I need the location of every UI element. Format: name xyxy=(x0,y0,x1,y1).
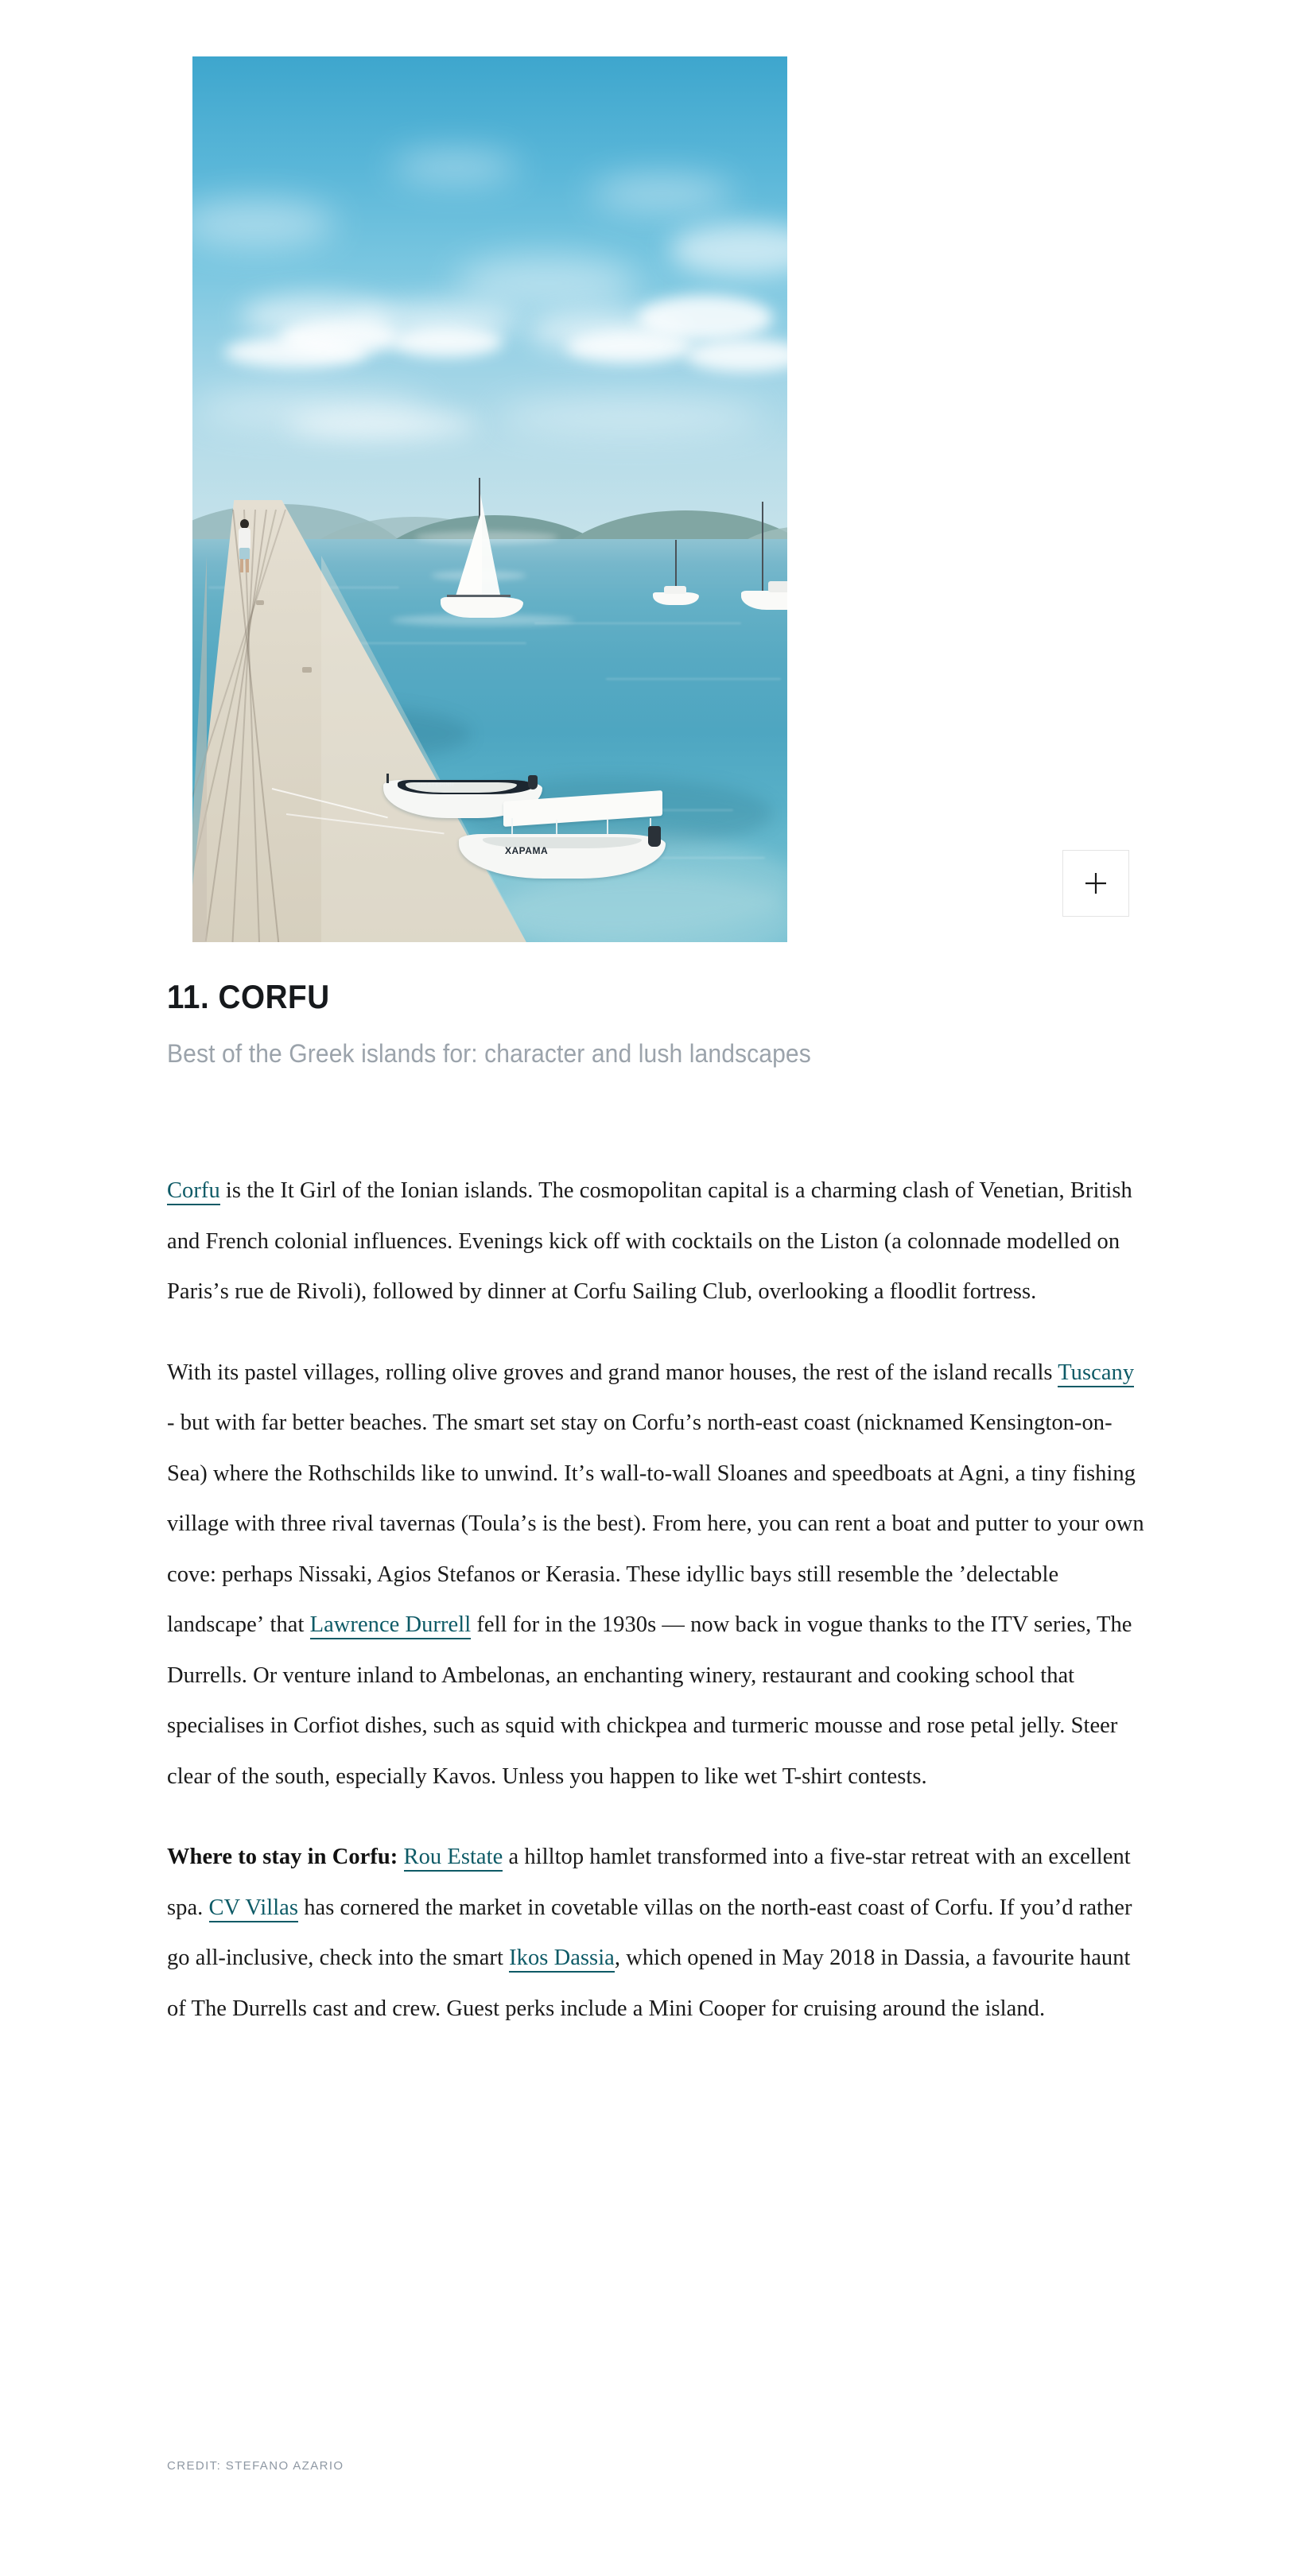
cleat xyxy=(302,667,312,673)
person-on-jetty xyxy=(235,519,253,573)
cloud xyxy=(288,410,479,439)
link-cv-villas[interactable]: CV Villas xyxy=(209,1895,299,1922)
paragraph-2-end: fell for in the 1930s — now back in vogue thanks to the ITV series, The Durrells. Or venture inland to Ambelonas, an enchanting winery, restaurant and cooking school that specialises in Corfiot dishes, such as squid with chickpea and turmeric mousse and rose petal jelly. Steer clear of the south, especially Kavos. Unless you happen to like wet T-shirt contests. xyxy=(167,1612,1132,1789)
link-tuscany[interactable]: Tuscany xyxy=(1058,1360,1134,1387)
person-leg xyxy=(246,559,249,572)
outboard-motor xyxy=(528,775,538,789)
outboard-motor xyxy=(648,826,661,847)
water-ripple xyxy=(534,623,741,624)
sailboat-hull xyxy=(741,591,787,610)
paragraph-2-intro: With its pastel villages, rolling olive groves and grand manor houses, the rest of the island recalls xyxy=(167,1360,1058,1385)
cabin xyxy=(768,581,787,592)
photo-credit: CREDIT: STEFANO AZARIO xyxy=(167,2459,344,2473)
sailboat-far-right xyxy=(741,502,787,621)
paragraph-1-text: is the It Girl of the Ionian islands. The cosmopolitan capital is a charming clash of Venetian, British and French colonial influences. Evenings kick off with cocktails on the Liston (a colonnade modelled on Parisʼs rue de Rivoli), followed by dinner at Corfu Sailing Club, overlooking a floodlit fortress. xyxy=(167,1178,1132,1304)
sailboat-right xyxy=(650,540,702,613)
paragraph-3-seg-1: a hilltop hamlet transformed into a five-star retreat with an excellent spa. xyxy=(167,1845,1131,1920)
person-torso xyxy=(239,528,250,549)
cloud xyxy=(391,152,518,182)
person-shorts xyxy=(239,548,250,560)
paragraph-2-middle: - but with far better beaches. The smart set stay on Corfuʼs north-east coast (nicknamed Kensington-on-Sea) where the Rothschilds like to unwind. Itʼs wall-to-wall Sloanes and speedboats at Agni, a tiny fishing village with three rival tavernas (Toulaʼs is the best). From here, you can rent a boat and putter to your own cove: perhaps Nissaki, Agios Stefanos or Kerasia. These idyllic bays still resemble the ʼdelectable landscapeʼ that xyxy=(167,1410,1144,1637)
mast xyxy=(762,502,763,597)
cabin xyxy=(664,586,686,594)
paragraph-3-seg-3: , which opened in May 2018 in Dassia, a favourite haunt of The Durrells cast and crew. Guest perks include a Mini Cooper for cruising around the island. xyxy=(167,1946,1131,2021)
paragraph-1 xyxy=(167,1166,1145,1317)
cloud xyxy=(391,327,503,357)
jetty-edge-right xyxy=(321,556,528,942)
sailboat-hull xyxy=(653,592,699,605)
link-lawrence-durrell[interactable]: Lawrence Durrell xyxy=(310,1612,472,1639)
link-ikos-dassia[interactable]: Ikos Dassia xyxy=(509,1946,615,1973)
paragraph-2 xyxy=(167,1348,1145,1802)
boat-name-primary: ΧΑΡΑΜΑ xyxy=(505,845,549,856)
article-body xyxy=(167,1166,1145,2034)
standfirst: Best of the Greek islands for: character and lush landscapes xyxy=(167,1039,811,1068)
link-rou-estate[interactable]: Rou Estate xyxy=(404,1845,503,1872)
cloud xyxy=(455,255,638,311)
bow-post xyxy=(386,774,389,783)
hero-figure xyxy=(192,56,787,942)
cloud xyxy=(224,336,367,368)
fishing-boat-front xyxy=(459,796,666,883)
paragraph-3-seg-2: has cornered the market in covetable villas on the north-east coast of Corfu. If youʼd rather go all-inclusive, check into the smart xyxy=(167,1895,1132,1970)
page-title: 11. CORFU xyxy=(167,978,330,1015)
expand-image-button[interactable] xyxy=(1062,850,1129,917)
water-ripple xyxy=(606,678,781,680)
space xyxy=(398,1845,403,1869)
cloud xyxy=(638,295,773,341)
hero-photo[interactable] xyxy=(192,56,787,942)
link-corfu[interactable]: Corfu xyxy=(167,1178,220,1205)
cloud xyxy=(495,398,765,433)
paragraph-3 xyxy=(167,1832,1145,2034)
cleat xyxy=(256,600,264,605)
jetty-edge-left xyxy=(192,556,207,942)
cloud xyxy=(590,176,733,211)
plus-icon xyxy=(1083,871,1109,896)
person-leg xyxy=(240,559,243,572)
boat-canopy xyxy=(503,790,662,827)
where-to-stay-lead-in: Where to stay in Corfu: xyxy=(167,1845,398,1869)
boat-name-secondary: ΑΙΚΑΤΕΡΙΝΗ xyxy=(417,782,455,788)
